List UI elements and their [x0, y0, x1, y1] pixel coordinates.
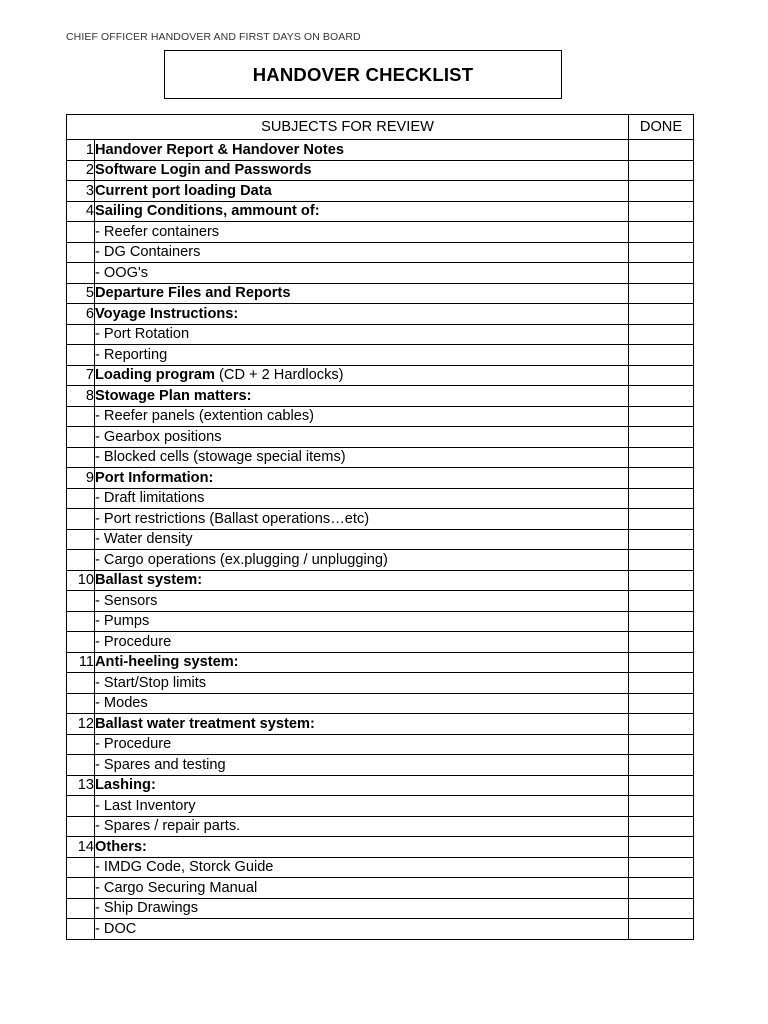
- checklist-title-text: HANDOVER CHECKLIST: [252, 63, 474, 85]
- section-title: Lashing:: [95, 777, 156, 794]
- sub-item: - Cargo Securing Manual: [95, 879, 258, 896]
- table-row: [67, 509, 694, 530]
- row-subject: [95, 468, 629, 489]
- row-subject: [95, 283, 629, 304]
- row-number: 8: [67, 386, 95, 407]
- sub-item: - Port restrictions (Ballast operations…etc): [95, 510, 370, 527]
- row-subject: [95, 611, 629, 632]
- row-number: [67, 406, 95, 427]
- row-number: [67, 857, 95, 878]
- done-checkbox-cell[interactable]: [629, 406, 694, 427]
- sub-item: - Blocked cells (stowage special items): [95, 449, 346, 466]
- section-title: Current port loading Data: [95, 182, 272, 199]
- row-subject: [95, 714, 629, 735]
- done-checkbox-cell[interactable]: [629, 550, 694, 571]
- done-checkbox-cell[interactable]: [629, 714, 694, 735]
- row-number: [67, 734, 95, 755]
- table-row: [67, 611, 694, 632]
- row-subject: [95, 570, 629, 591]
- sub-item: - Port Rotation: [95, 326, 190, 343]
- row-number: 13: [67, 775, 95, 796]
- sub-item: - Procedure: [95, 736, 172, 753]
- done-checkbox-cell[interactable]: [629, 324, 694, 345]
- sub-item: - Procedure: [95, 633, 172, 650]
- row-number: 1: [67, 140, 95, 161]
- done-checkbox-cell[interactable]: [629, 488, 694, 509]
- checklist-body: [67, 140, 694, 940]
- row-number: 14: [67, 837, 95, 858]
- sub-item: - DOC: [95, 920, 137, 937]
- table-row: [67, 857, 694, 878]
- section-title: Handover Report & Handover Notes: [95, 141, 344, 158]
- row-number: 10: [67, 570, 95, 591]
- row-number: [67, 242, 95, 263]
- table-row: [67, 570, 694, 591]
- row-subject: [95, 447, 629, 468]
- column-header-subjects: SUBJECTS FOR REVIEW: [67, 115, 629, 140]
- row-number: [67, 488, 95, 509]
- sub-item: - Reporting: [95, 346, 168, 363]
- row-number: 4: [67, 201, 95, 222]
- table-row: [67, 365, 694, 386]
- row-number: [67, 898, 95, 919]
- table-row: [67, 755, 694, 776]
- sub-item: - Reefer panels (extention cables): [95, 408, 315, 425]
- row-subject: [95, 734, 629, 755]
- row-subject: [95, 427, 629, 448]
- row-subject: [95, 673, 629, 694]
- done-checkbox-cell[interactable]: [629, 919, 694, 940]
- table-row: [67, 324, 694, 345]
- row-number: [67, 796, 95, 817]
- done-checkbox-cell[interactable]: [629, 509, 694, 530]
- section-title: Voyage Instructions:: [95, 305, 239, 322]
- section-title: Departure Files and Reports: [95, 285, 291, 302]
- table-row: [67, 427, 694, 448]
- table-row: [67, 591, 694, 612]
- done-checkbox-cell[interactable]: [629, 283, 694, 304]
- row-subject: [95, 406, 629, 427]
- row-number: [67, 591, 95, 612]
- checklist-title: [164, 50, 562, 99]
- done-checkbox-cell[interactable]: [629, 816, 694, 837]
- done-checkbox-cell[interactable]: [629, 181, 694, 202]
- done-checkbox-cell[interactable]: [629, 447, 694, 468]
- sub-item: - Start/Stop limits: [95, 674, 207, 691]
- section-title: Ballast system:: [95, 572, 203, 589]
- sub-item: - Modes: [95, 695, 148, 712]
- row-number: 7: [67, 365, 95, 386]
- row-subject: [95, 550, 629, 571]
- row-subject: [95, 509, 629, 530]
- row-number: [67, 693, 95, 714]
- row-subject: [95, 632, 629, 653]
- sub-item: - Pumps: [95, 613, 150, 630]
- table-row: [67, 775, 694, 796]
- done-checkbox-cell[interactable]: [629, 673, 694, 694]
- table-row: [67, 632, 694, 653]
- table-row: [67, 242, 694, 263]
- row-number: [67, 878, 95, 899]
- table-row: [67, 816, 694, 837]
- table-row: [67, 652, 694, 673]
- table-row: [67, 919, 694, 940]
- row-number: [67, 222, 95, 243]
- table-row: [67, 283, 694, 304]
- done-checkbox-cell[interactable]: [629, 857, 694, 878]
- row-subject: [95, 488, 629, 509]
- row-number: 3: [67, 181, 95, 202]
- section-title: Port Information:: [95, 469, 214, 486]
- row-number: [67, 263, 95, 284]
- row-subject: [95, 693, 629, 714]
- sub-item: - OOG's: [95, 264, 149, 281]
- sub-item: - Last Inventory: [95, 797, 196, 814]
- section-title: Ballast water treatment system:: [95, 715, 315, 732]
- table-row: [67, 345, 694, 366]
- section-title: Sailing Conditions, ammount of:: [95, 203, 320, 220]
- sub-item: - Spares and testing: [95, 756, 226, 773]
- row-number: [67, 755, 95, 776]
- table-row: [67, 468, 694, 489]
- row-subject: [95, 140, 629, 161]
- done-checkbox-cell[interactable]: [629, 652, 694, 673]
- row-subject: [95, 857, 629, 878]
- row-subject: [95, 201, 629, 222]
- done-checkbox-cell[interactable]: [629, 365, 694, 386]
- row-subject: [95, 181, 629, 202]
- done-checkbox-cell[interactable]: [629, 878, 694, 899]
- row-number: [67, 611, 95, 632]
- done-checkbox-cell[interactable]: [629, 263, 694, 284]
- row-number: [67, 919, 95, 940]
- done-checkbox-cell[interactable]: [629, 734, 694, 755]
- table-row: [67, 488, 694, 509]
- sub-item: - DG Containers: [95, 244, 201, 261]
- row-number: [67, 427, 95, 448]
- sub-item: - Draft limitations: [95, 490, 205, 507]
- done-checkbox-cell[interactable]: [629, 611, 694, 632]
- column-header-done: DONE: [629, 115, 694, 140]
- row-subject: [95, 222, 629, 243]
- row-number: 12: [67, 714, 95, 735]
- done-checkbox-cell[interactable]: [629, 140, 694, 161]
- table-row: [67, 673, 694, 694]
- section-title: Loading program: [95, 367, 215, 384]
- done-checkbox-cell[interactable]: [629, 468, 694, 489]
- table-row: [67, 222, 694, 243]
- done-checkbox-cell[interactable]: [629, 591, 694, 612]
- done-checkbox-cell[interactable]: [629, 693, 694, 714]
- document-header: CHIEF OFFICER HANDOVER AND FIRST DAYS ON BOARD: [66, 31, 361, 43]
- row-subject: [95, 816, 629, 837]
- table-row: [67, 878, 694, 899]
- table-row: [67, 160, 694, 181]
- sub-item: - Gearbox positions: [95, 428, 222, 445]
- row-number: [67, 509, 95, 530]
- row-subject: [95, 345, 629, 366]
- section-title: Software Login and Passwords: [95, 162, 312, 179]
- done-checkbox-cell[interactable]: [629, 160, 694, 181]
- done-checkbox-cell[interactable]: [629, 570, 694, 591]
- done-checkbox-cell[interactable]: [629, 755, 694, 776]
- row-number: [67, 816, 95, 837]
- row-subject: [95, 386, 629, 407]
- row-subject: [95, 652, 629, 673]
- table-row: [67, 550, 694, 571]
- done-checkbox-cell[interactable]: [629, 345, 694, 366]
- row-subject: [95, 529, 629, 550]
- table-row: [67, 837, 694, 858]
- table-row: [67, 529, 694, 550]
- row-subject: [95, 837, 629, 858]
- sub-item: - Sensors: [95, 592, 158, 609]
- row-subject: [95, 324, 629, 345]
- table-row: [67, 140, 694, 161]
- done-checkbox-cell[interactable]: [629, 304, 694, 325]
- done-checkbox-cell[interactable]: [629, 775, 694, 796]
- row-subject: [95, 263, 629, 284]
- row-number: [67, 324, 95, 345]
- row-number: [67, 345, 95, 366]
- sub-item: - Water density: [95, 531, 193, 548]
- table-row: [67, 796, 694, 817]
- sub-item: - Cargo operations (ex.plugging / unplugging): [95, 551, 388, 568]
- row-number: 2: [67, 160, 95, 181]
- table-row: [67, 406, 694, 427]
- row-subject: [95, 796, 629, 817]
- row-subject: [95, 775, 629, 796]
- row-number: [67, 673, 95, 694]
- row-number: [67, 632, 95, 653]
- done-checkbox-cell[interactable]: [629, 837, 694, 858]
- row-subject: [95, 242, 629, 263]
- row-number: 9: [67, 468, 95, 489]
- table-row: [67, 263, 694, 284]
- section-title: Anti-heeling system:: [95, 654, 239, 671]
- row-number: 11: [67, 652, 95, 673]
- row-number: 5: [67, 283, 95, 304]
- done-checkbox-cell[interactable]: [629, 796, 694, 817]
- table-row: [67, 898, 694, 919]
- done-checkbox-cell[interactable]: [629, 222, 694, 243]
- sub-item: - IMDG Code, Storck Guide: [95, 859, 274, 876]
- table-row: [67, 201, 694, 222]
- row-subject: [95, 919, 629, 940]
- row-subject: [95, 878, 629, 899]
- sub-item: - Ship Drawings: [95, 900, 199, 917]
- done-checkbox-cell[interactable]: [629, 386, 694, 407]
- section-title: Others:: [95, 838, 147, 855]
- table-row: [67, 181, 694, 202]
- done-checkbox-cell[interactable]: [629, 898, 694, 919]
- table-row: [67, 693, 694, 714]
- sub-item: - Spares / repair parts.: [95, 818, 241, 835]
- sub-item: - Reefer containers: [95, 223, 220, 240]
- row-number: [67, 447, 95, 468]
- section-note: (CD + 2 Hardlocks): [215, 367, 344, 384]
- table-row: [67, 714, 694, 735]
- table-row: [67, 304, 694, 325]
- row-subject: [95, 591, 629, 612]
- done-checkbox-cell[interactable]: [629, 427, 694, 448]
- checklist-table: [66, 114, 694, 940]
- table-row: [67, 447, 694, 468]
- table-row: [67, 734, 694, 755]
- done-checkbox-cell[interactable]: [629, 529, 694, 550]
- row-number: [67, 550, 95, 571]
- table-row: [67, 386, 694, 407]
- row-subject: [95, 304, 629, 325]
- row-subject: [95, 898, 629, 919]
- row-number: [67, 529, 95, 550]
- done-checkbox-cell[interactable]: [629, 242, 694, 263]
- done-checkbox-cell[interactable]: [629, 201, 694, 222]
- row-number: 6: [67, 304, 95, 325]
- row-subject: [95, 365, 629, 386]
- table-header-row: [67, 115, 694, 140]
- row-subject: [95, 755, 629, 776]
- row-subject: [95, 160, 629, 181]
- done-checkbox-cell[interactable]: [629, 632, 694, 653]
- section-title: Stowage Plan matters:: [95, 387, 252, 404]
